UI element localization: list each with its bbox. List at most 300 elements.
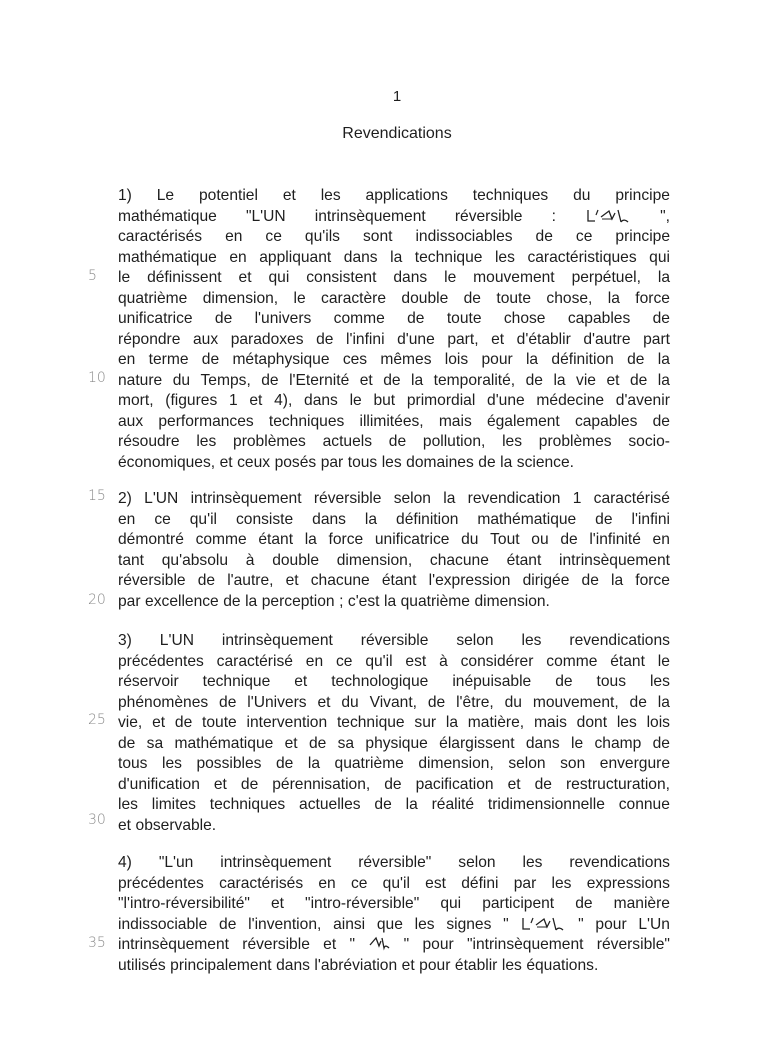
word: qu'il	[382, 874, 410, 892]
word: de	[534, 775, 552, 793]
word: d'avenir	[615, 392, 670, 409]
word: l'univers	[254, 310, 312, 327]
word: étant	[258, 531, 294, 548]
word: l'autre,	[227, 572, 274, 589]
word: appliquant	[259, 248, 332, 266]
word: et	[118, 816, 132, 834]
text-line	[118, 268, 670, 289]
word: chose,	[546, 289, 593, 307]
word: la	[383, 592, 397, 610]
word: en	[225, 228, 243, 245]
word: ceux	[237, 453, 271, 471]
word: mêmes	[380, 351, 432, 368]
word: démontré	[118, 531, 184, 548]
word: la	[657, 351, 670, 368]
word: intrinsèquement	[118, 936, 229, 953]
word: la	[245, 592, 258, 610]
text-line	[118, 289, 670, 310]
word: en	[305, 652, 324, 670]
word: toute	[496, 289, 532, 307]
word: sa	[146, 734, 164, 752]
word: ou	[531, 531, 549, 548]
word: toute	[202, 714, 237, 731]
word: d'établir	[516, 330, 571, 348]
word: dimension,	[202, 289, 279, 307]
word: indissociable	[118, 915, 208, 933]
word: ainsi	[333, 915, 366, 933]
word: précédentes	[118, 874, 204, 892]
word: pour	[419, 956, 451, 974]
line-number-25: 25	[88, 712, 106, 728]
word: double	[401, 289, 449, 307]
word: métaphysique	[232, 351, 330, 368]
text-line	[118, 551, 670, 572]
word: est	[425, 874, 446, 892]
word: de	[308, 734, 327, 752]
word: indissociables	[415, 228, 513, 245]
word: médecine	[536, 392, 605, 409]
claim-3	[118, 631, 670, 836]
text-line	[118, 754, 670, 775]
word: physique	[365, 734, 428, 752]
text-line	[118, 186, 670, 207]
word: la	[610, 572, 624, 589]
word: "intrinsèquement	[466, 936, 584, 953]
word: excellence	[145, 592, 219, 610]
word: consiste	[235, 510, 294, 528]
word: dirigée	[522, 572, 570, 589]
word: principe	[615, 187, 670, 204]
word: les	[381, 453, 402, 471]
word: les	[551, 874, 572, 892]
word: l'abréviation	[314, 956, 398, 974]
word: socio-	[628, 433, 670, 450]
word: la	[657, 269, 670, 286]
word: technique	[202, 673, 271, 690]
word: qu'il	[365, 652, 393, 670]
text-line	[118, 248, 670, 269]
word: les	[196, 433, 217, 450]
word: du	[341, 693, 359, 711]
word: les	[522, 854, 543, 871]
word: (figures	[165, 392, 218, 409]
word: et	[606, 371, 620, 389]
word: double	[272, 551, 320, 569]
word: technique	[336, 714, 405, 731]
word: actuels	[322, 433, 373, 450]
word: "	[403, 936, 410, 953]
word: de	[652, 310, 670, 327]
text-line	[118, 713, 670, 734]
word: mais	[438, 412, 472, 430]
word: comme	[333, 310, 385, 327]
word: de	[478, 453, 496, 471]
word: les	[118, 796, 138, 813]
word: mort,	[118, 392, 154, 409]
word: revendication	[467, 490, 561, 507]
word: selon	[508, 755, 546, 772]
word: sur	[414, 714, 437, 731]
word: 4),	[274, 392, 293, 409]
word: par	[118, 592, 141, 610]
word: définition	[551, 351, 614, 368]
word: intrinsèquement	[314, 207, 426, 225]
word: d'une	[397, 330, 435, 348]
word: le	[293, 289, 306, 307]
word: force	[635, 289, 670, 307]
word: matière,	[467, 714, 525, 731]
word: perpétuel,	[571, 269, 641, 286]
word: vie,	[118, 714, 143, 731]
word: que	[376, 915, 403, 933]
word: possibles	[196, 755, 262, 772]
word: "l'intro-réversibilité"	[118, 895, 250, 912]
word: "intro-réversible"	[305, 895, 420, 912]
word: la	[657, 693, 670, 711]
document-title: Revendications	[342, 125, 452, 142]
word: force	[328, 531, 364, 548]
word: techniques	[209, 796, 286, 813]
word: de	[652, 734, 670, 752]
word: de	[629, 693, 647, 711]
word: la	[307, 755, 320, 772]
word: de	[535, 228, 553, 245]
word: la	[411, 371, 424, 389]
word: c'est	[347, 592, 380, 610]
text-line	[118, 734, 670, 755]
word: 1	[228, 392, 238, 409]
word: ",	[660, 207, 670, 225]
word: en	[318, 874, 336, 892]
word: caractérisés	[118, 228, 203, 245]
word: de	[384, 775, 402, 793]
word: et	[359, 371, 373, 389]
word: mathématique	[174, 734, 274, 752]
word: le	[571, 734, 584, 752]
word: du	[573, 187, 591, 204]
word: pour	[595, 915, 627, 933]
word: problèmes	[233, 433, 306, 450]
word: dans	[312, 510, 346, 528]
word: tous	[347, 453, 378, 471]
text-line	[118, 874, 670, 895]
word: définissent	[147, 269, 222, 286]
word: est	[405, 652, 427, 670]
word: qu'absolu	[161, 551, 229, 569]
word: et	[284, 734, 298, 752]
word: et	[323, 936, 337, 953]
word: de	[201, 351, 220, 368]
word: l'expression	[428, 572, 511, 589]
text-line	[118, 915, 670, 936]
claim-1	[118, 186, 670, 473]
word: capables	[574, 412, 638, 430]
word: comme	[546, 652, 598, 670]
word: réversible	[118, 572, 186, 589]
word: de	[219, 915, 237, 933]
word: les	[162, 755, 182, 772]
text-line	[118, 652, 670, 673]
text-line	[118, 453, 670, 474]
word: qui	[440, 895, 462, 912]
word: mathématique	[477, 510, 577, 528]
word: performances	[158, 412, 254, 430]
word: également	[486, 412, 560, 430]
word: les	[414, 915, 435, 933]
text-line	[118, 775, 670, 796]
word: "L'UN	[245, 207, 286, 225]
word: les	[616, 714, 637, 731]
text-line	[118, 391, 670, 412]
word: 2)	[118, 490, 132, 507]
word: à	[245, 551, 255, 569]
word: et	[238, 269, 252, 286]
word: champ	[594, 734, 642, 752]
word: le	[657, 652, 670, 670]
word: envergure	[599, 755, 670, 772]
word: ces	[342, 351, 368, 368]
word: intrinsèquement	[190, 490, 302, 507]
line-number-5: 5	[88, 268, 97, 284]
word: de	[629, 371, 648, 389]
word: tant	[118, 551, 145, 569]
word: de	[374, 796, 392, 813]
word: Le	[156, 187, 175, 204]
word: chacune	[429, 551, 489, 569]
word: caractérisé	[216, 652, 293, 670]
word: et	[152, 714, 166, 731]
text-line	[118, 227, 670, 248]
word: la	[525, 351, 539, 368]
word: réversible	[454, 207, 523, 225]
word: et	[294, 673, 308, 690]
word: réversible	[242, 936, 310, 953]
text-line	[118, 432, 670, 453]
word: d'une	[487, 392, 525, 409]
word: l'Univers	[247, 693, 307, 711]
word: du	[461, 531, 479, 548]
word: restructuration,	[565, 775, 670, 793]
text-line	[118, 693, 670, 714]
word: quatrième	[334, 755, 404, 772]
word: la	[443, 490, 456, 507]
word: en	[118, 351, 136, 368]
word: unificatrice	[374, 531, 450, 548]
word: l'invention,	[248, 915, 322, 933]
word: du	[504, 693, 522, 711]
claim-2	[118, 489, 670, 612]
word: mais	[533, 714, 567, 731]
word: réalité	[431, 796, 475, 813]
word: répondre	[118, 330, 181, 348]
word: de	[174, 714, 193, 731]
word: unificatrice	[118, 310, 193, 327]
text-line	[118, 894, 670, 915]
word: selon	[456, 632, 494, 649]
word: la	[607, 289, 620, 307]
word: de	[627, 351, 645, 368]
word: de	[595, 510, 613, 528]
word: 4)	[118, 854, 132, 871]
word: potentiel	[198, 187, 258, 204]
word: de	[463, 289, 481, 307]
word: pérennisation,	[272, 775, 371, 793]
word: utilisés	[118, 956, 166, 974]
word: de	[275, 755, 294, 772]
word: applications	[365, 187, 448, 204]
word: les	[521, 632, 542, 649]
text-line	[118, 935, 670, 956]
word: et	[401, 956, 415, 974]
word: économiques,	[118, 453, 216, 471]
word: phénomènes	[118, 693, 209, 711]
word: ce	[575, 228, 593, 245]
text-line	[118, 592, 670, 613]
word: ce	[154, 510, 171, 528]
word: de	[388, 433, 407, 450]
word: inépuisable	[452, 673, 532, 690]
word: mathématique	[118, 248, 217, 266]
word: la	[364, 510, 378, 528]
word: de	[118, 734, 136, 752]
word: part	[643, 330, 670, 348]
word: dans	[393, 269, 428, 286]
text-line	[118, 530, 670, 551]
word: et	[219, 453, 233, 471]
word: temporalité,	[433, 371, 516, 389]
word: la	[500, 453, 513, 471]
word: problèmes	[538, 433, 612, 450]
word: la	[390, 248, 403, 266]
word: résoudre	[118, 433, 180, 450]
text-line	[118, 853, 670, 874]
word: dimension,	[418, 755, 494, 772]
word: de	[555, 673, 573, 690]
word: les	[320, 187, 341, 204]
text-line	[118, 489, 670, 510]
word: étant	[506, 551, 542, 569]
text-line	[118, 207, 670, 228]
word: techniques	[268, 412, 345, 430]
word: l'Eternité	[289, 371, 350, 389]
word: consistent	[306, 269, 377, 286]
line-number-20: 20	[88, 592, 106, 608]
word: caractérisés	[219, 874, 304, 892]
word: vie	[576, 371, 596, 389]
word: le	[118, 269, 131, 286]
word: qu'ils	[304, 228, 340, 245]
text-line	[118, 795, 670, 816]
word: et	[317, 693, 331, 711]
word: quatrième	[400, 592, 470, 610]
word: en	[229, 248, 247, 266]
word: du	[172, 371, 191, 389]
word: revendications	[569, 854, 670, 871]
text-line	[118, 956, 670, 977]
word: posés	[274, 453, 317, 471]
word: caractérisé	[593, 490, 670, 507]
word: de	[261, 371, 279, 389]
word: pour	[422, 936, 454, 953]
word: par	[320, 453, 344, 471]
handwritten-l-un-symbol	[585, 207, 631, 228]
word: tous	[118, 755, 148, 772]
word: de	[581, 572, 599, 589]
word: de	[316, 330, 334, 348]
word: définition	[396, 510, 459, 528]
word: les	[649, 673, 670, 690]
word: limites	[151, 796, 196, 813]
word: l'infini	[346, 330, 385, 348]
word: l'infini	[631, 510, 670, 528]
word: d'unification	[118, 775, 200, 793]
handwritten-l-un-symbol	[520, 915, 566, 936]
word: paradoxes	[230, 330, 304, 348]
word: aux	[192, 330, 219, 348]
word: pacification	[415, 775, 494, 793]
word: élargissent	[439, 734, 515, 752]
word: l'infinité	[589, 531, 641, 548]
word: pollution,	[422, 433, 486, 450]
word: Tout	[490, 531, 520, 548]
word: ce	[335, 652, 353, 670]
word: intrinsèquement	[221, 632, 333, 649]
word: terme	[148, 351, 189, 368]
text-line	[118, 350, 670, 371]
word: illimitées,	[359, 412, 424, 430]
word: revendications	[569, 632, 670, 649]
word: "L'un	[158, 854, 194, 871]
word: la	[304, 531, 317, 548]
word: L'UN	[159, 632, 194, 649]
word: toute	[446, 310, 482, 327]
word: principe	[615, 228, 670, 245]
word: ce	[350, 874, 368, 892]
line-number-10: 10	[88, 370, 106, 386]
word: de	[407, 310, 425, 327]
word: chose	[503, 310, 546, 327]
handwritten-reversible-symbol	[368, 935, 390, 956]
word: mathématique	[118, 207, 217, 225]
word: de	[383, 371, 401, 389]
word: sont	[362, 228, 393, 245]
word: la	[657, 371, 670, 389]
word: caractère	[321, 289, 387, 307]
word: pour	[481, 351, 513, 368]
word: part,	[447, 330, 479, 348]
word: Vivant,	[369, 693, 417, 711]
word: et	[249, 392, 263, 409]
word: :	[551, 207, 556, 225]
word: la	[445, 714, 458, 731]
word: tridimensionnelle	[487, 796, 605, 813]
word: dans	[276, 956, 310, 974]
word: comme	[195, 531, 247, 548]
word: défini	[461, 874, 499, 892]
word: expressions	[586, 874, 670, 892]
word: qu'il	[189, 510, 218, 528]
line-number-30: 30	[88, 812, 106, 828]
word: perception	[261, 592, 335, 610]
word: "	[578, 915, 584, 933]
word: et	[507, 775, 521, 793]
word: de	[219, 693, 237, 711]
text-line	[118, 412, 670, 433]
word: ;	[339, 592, 344, 610]
word: dans	[343, 248, 378, 266]
word: lois	[444, 351, 469, 368]
word: participent	[482, 895, 555, 912]
